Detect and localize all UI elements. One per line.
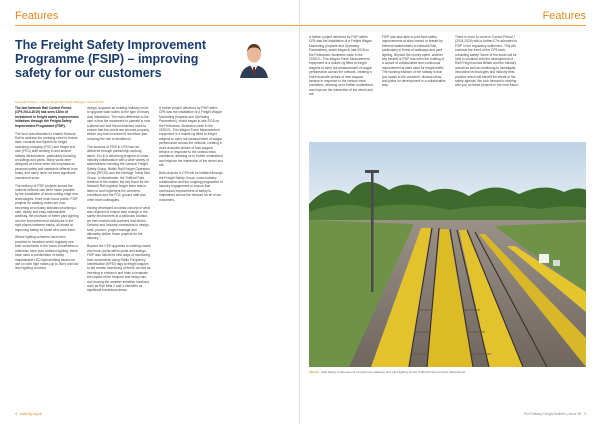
author-headshot [237,38,271,78]
header-rule [300,25,586,26]
body-paragraph: The success of FSIP in CP5 has not delivered through partnership working alone. It is in a delivering program of cross-industry collaboration with a wide variety of stakeholders including the national Freight Safety Group, British Rail Freight Operators Group (RFOG) and the Heritage Trains Rail Group. In Manchester, the Trafford Park terminal of the cluster, the key focus for the Network Rail regional freight team was to listen to and implement the concerns, conditions and the FOC ground staff and other team colleagues. [87,144,150,202]
body-paragraph: The delivery of FSIP projects across the national network has been made possible by the installation of some cutting-edge new technologies, three main focus points: FSIP projects for walking routes are now becoming an industry standard providing a safe, sturdy and easy-maintainable walkway, the provision of better yard lighting and the improvement of structures in the right places between tracks, all aimed at improving safety for those who work there. [15,183,79,232]
body-paragraph: Where lighting schemes have been provided to locations which regularly see train movements in the hours of darkness or otherwise have poor ambient lighting, these have used a combination of easily maintainable LED light-emitting diodes for use on both high masts (up to 36m) and low level lighting columns. [15,235,79,271]
column-4 [309,35,373,100]
author-byline: Kenneth Parham – Senior Regional Freight Manager, Network Rail [15,100,104,104]
column-1 [15,106,79,274]
page-number: 4 [15,412,17,416]
section-label: Features [15,10,59,22]
railway-walkway-photo [309,142,586,367]
column-3 [159,106,223,206]
column-6 [455,35,519,91]
footer-publication: The Railway Freight Bulletin | Issue 95 [523,412,582,416]
body-paragraph: The fund was allocated to enable Network Rail to address the pressing need to reduce risks, hazards and injuries for freight operating company (FOC) and freight end user (FEU) staff working in and around railway infrastructure, particularly focusing on sidings and yards. Many yards were designed at a time when the emphasis on personal safety and standards differed from today, and many have not seen significant investment since. [15,131,78,180]
column-2 [87,106,151,296]
header-rule [15,25,300,26]
caption-text: Rail Safety Improvement Programme walkway and yard lighting at the Trafford Park terminal, Manchester. [321,370,467,374]
article-title: The Freight Safety Improvement Programme (FSIP) – improving safety for our customers [15,38,207,80]
body-paragraph: A further project delivered by FSIP within CP5 was the installation of a Freight Wagon Monitoring (Impacts and Operating Parameters), which began in late 2018 on the Felixstowe–Nuneaton route in the 2020/21. This Wagon Force Measurement equipment is a mobile rig fitted to freight wagons to carry out measurement of wagon performance across the network, creating a more accurate picture of how wagons behave in response to the various track conditions, allowing us to further understand and improve the interaction of the wheel and rail. [159,106,223,168]
page-number: 5 [584,412,586,416]
body-paragraph: There is more to come in Control Period 7 (2024-2029) with a further £7m allocated to FSIP in the regulatory settlement. This will continue the trend of the CP5 work, rebuilding safety. Some of the funds will be held to continue with the development of Rail Freight across Britain and the industry overall as well as continuing to investigate innovative technologies and industry best practice which will benefit the whole of the safety agenda. We look forward to working with you on these projects in the near future. [455,35,519,88]
footer-url: www.rfg.org.uk [19,412,43,416]
footer-right [523,412,586,416]
caption-label: Above: [309,370,320,374]
photo-caption [309,370,586,374]
body-paragraph: A further project delivered by FSIP within CP5 was the installation of a Freight Wagon Monitoring (Impacts and Operating Parameters), which began in late 2018 on the Felixstowe–Nuneaton route in the 2020/21. This Wagon Force Measurement equipment is a mobile rig fitted to freight wagons to carry out measurement of wagon performance across the network, creating a more accurate picture of how wagons behave in response to the various track conditions, allowing us to further understand and improve the interaction of the wheel and rail. [309,35,373,97]
section-label: Features [542,10,586,22]
column-5 [382,35,446,91]
body-paragraph: Having developed an ideas concept of what was required to ensure step change in the safety environment at a particular location, we then worked with partners that Works Delivery and Industry contractors to design, fund, procure, project manage and ultimately deliver these projects for the industry. [87,205,150,241]
footer-left [15,412,42,416]
body-paragraph: design, supports an existing industry move to upgrade walk routes to the type of heavy duty installation. The main difference to the user is that the movement to operate is now a lateral one and the mechanism locks to ensure that the points are secured properly before any train movement, therefore also reducing the risk of derailment. [87,106,151,141]
body-paragraph: Beyond the CP5 upgrades to existing routes and more points within yards and sidings, FSIP also delivered new ways of monitoring train movements using Radio Frequency Identification (RFID) tags to freight wagons to aid remote monitoring of fleets, as well as investing in research and trials to evaluate the impact of the frequent and heavy rain, and moving the weather sensitive locations such as Rye Mills 2 and 3 identified as significant hazardous areas. [87,244,151,293]
intro-paragraph: The last Network Rail Control Period (CP5 2014-2019) has seen £20m of investment in freight safety improvement initiatives through the Freight Safety Improvement Programme (FSIP). [15,106,79,128]
body-paragraph: Both projects in CP6 will be initiated through the Freight Safety Group, cross-industry collaboration and the ongoing programme of industry engagement to ensure that continuous improvement of safety is maintained across the network for all of our customers. [159,171,223,202]
body-paragraph: FSIP was also able to part-fund safety improvements at sites owned or leased by external stakeholders to Network Rail, particularly in terms of walkways and yard lighting. Beyond the money spent, another key benefit of FSIP has been the crafting of a culture of collaborative and continuous improvement at sites used for freight traffic. The working tradition of the railway is that you speak to the customer, discuss ideas and plans for development in a collaborative way. [382,35,446,88]
